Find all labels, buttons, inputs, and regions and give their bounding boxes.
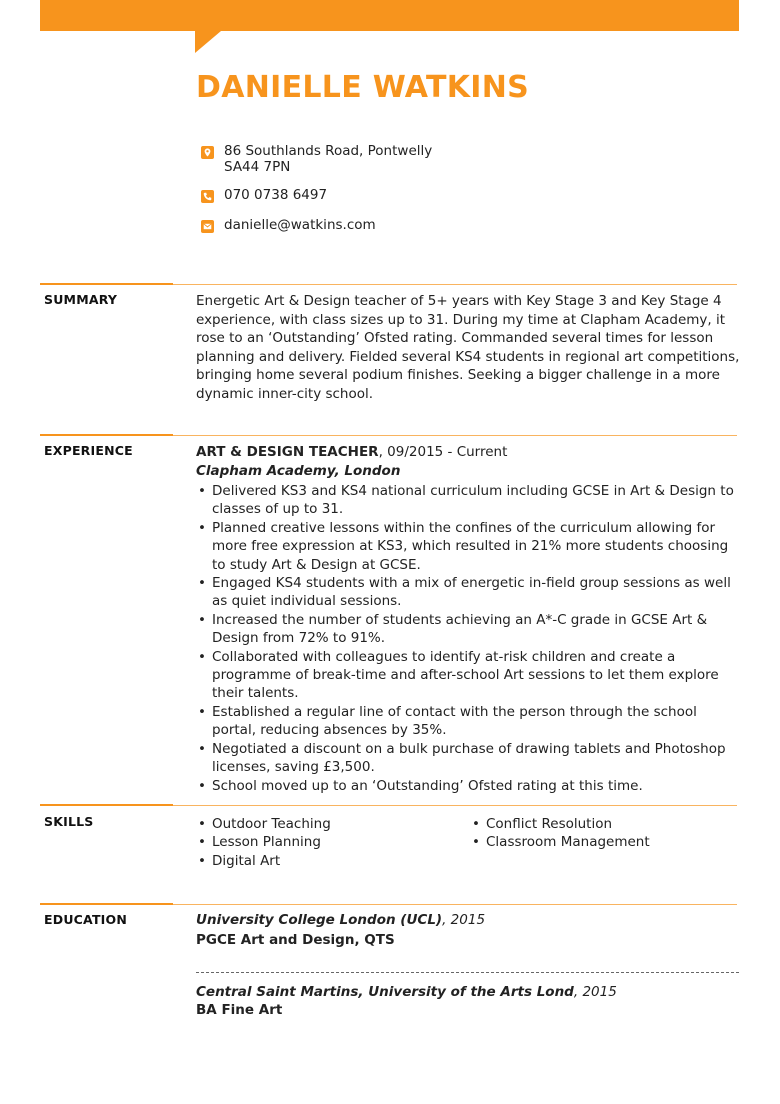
list-item: • Outdoor Teaching: [196, 815, 456, 833]
section-divider: [173, 904, 737, 905]
list-item: • Increased the number of students achieving an A*-C grade in GCSE Art & Design from 72% to 91%.: [196, 611, 741, 648]
section-divider-accent: [40, 804, 173, 806]
education-heading: EDUCATION: [44, 912, 128, 927]
phone-text: 070 0738 6497: [224, 187, 328, 203]
list-item: • School moved up to an ‘Outstanding’ Ofsted rating at this time.: [196, 777, 741, 795]
list-item: • Digital Art: [196, 852, 456, 870]
header-bar: [40, 0, 739, 31]
list-item: • Lesson Planning: [196, 833, 456, 851]
address-text: 86 Southlands Road, Pontwelly SA44 7PN: [224, 143, 433, 175]
summary-heading: SUMMARY: [44, 292, 118, 307]
job-header: [196, 444, 507, 460]
list-item: • Negotiated a discount on a bulk purchase of drawing tablets and Photoshop licenses, saving £3,500.: [196, 740, 741, 777]
section-divider-accent: [40, 903, 173, 905]
header-tab-accent: [195, 31, 221, 53]
section-divider: [173, 805, 737, 806]
job-dates: , 09/2015 - Current: [378, 444, 508, 460]
job-title: ART & DESIGN TEACHER: [196, 444, 379, 460]
experience-bullets: [196, 482, 741, 795]
education-school: Central Saint Martins, University of the Arts Lond, 2015: [196, 984, 617, 1000]
list-item: • Planned creative lessons within the confines of the curriculum allowing for more free expression at KS3, which resulted in 21% more students choosing to study Art & Design at GCSE.: [196, 519, 741, 574]
section-divider: [173, 435, 737, 436]
list-item: • Delivered KS3 and KS4 national curriculum including GCSE in Art & Design to classes of up to 31.: [196, 482, 741, 519]
education-degree: BA Fine Art: [196, 1002, 283, 1018]
email-text: danielle@watkins.com: [224, 217, 376, 233]
list-item: • Engaged KS4 students with a mix of energetic in-field group sessions as well as quiet individual sessions.: [196, 574, 741, 611]
list-item: • Established a regular line of contact with the person through the school portal, reducing absences by 35%.: [196, 703, 741, 740]
employer: Clapham Academy, London: [196, 463, 401, 479]
education-school: University College London (UCL), 2015: [196, 912, 486, 928]
list-item: • Collaborated with colleagues to identify at-risk children and create a programme of break-time and after-school Art sessions to let them explore their talents.: [196, 648, 741, 703]
skills-heading: SKILLS: [44, 814, 94, 829]
list-item: • Conflict Resolution: [470, 815, 730, 833]
section-divider: [173, 284, 737, 285]
candidate-name: DANIELLE WATKINS: [196, 70, 530, 105]
location-icon: [201, 146, 214, 159]
education-degree: PGCE Art and Design, QTS: [196, 932, 395, 948]
skills-list-right: [470, 815, 730, 852]
section-divider-accent: [40, 283, 173, 285]
list-item: • Classroom Management: [470, 833, 730, 851]
email-icon: [201, 220, 214, 233]
section-divider-accent: [40, 434, 173, 436]
skills-list-left: [196, 815, 456, 870]
summary-text: Energetic Art & Design teacher of 5+ years with Key Stage 3 and Key Stage 4 experience, with class sizes up to 31. During my time at Clapham Academy, it rose to an ‘Outstanding’ Ofsted rating. Commanded several times for lesson planning and delivery. Fielded several KS4 students in regional art competitions, bringing home several podium finishes. Seeking a bigger challenge in a more dynamic inner-city school.: [196, 293, 740, 402]
dashed-divider: [196, 972, 739, 973]
experience-heading: EXPERIENCE: [44, 443, 133, 458]
phone-icon: [201, 190, 214, 203]
